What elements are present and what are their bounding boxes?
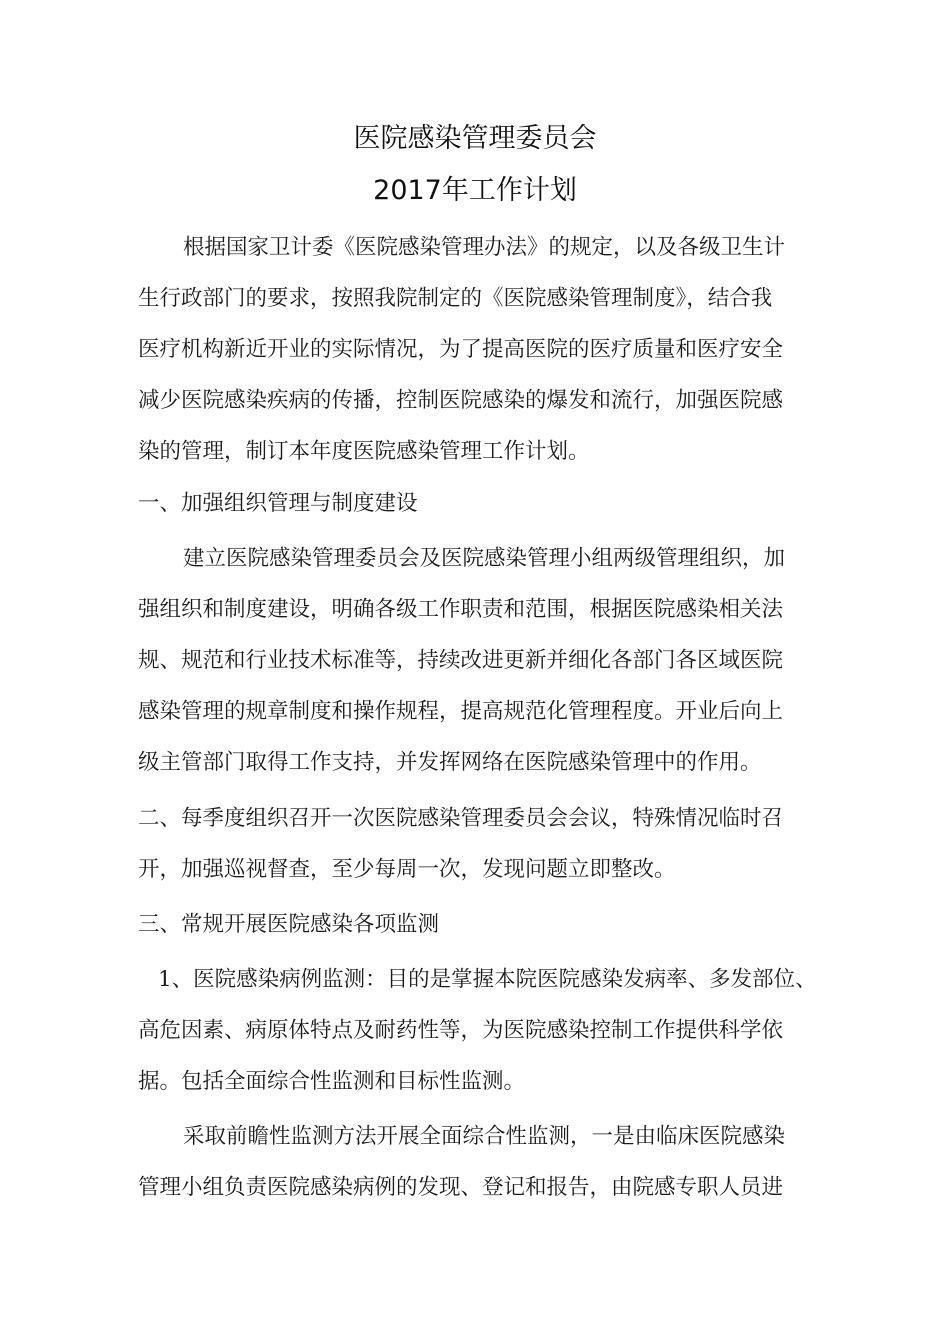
paragraph-line: 感染管理的规章制度和操作规程，提高规范化管理程度。开业后向上 bbox=[138, 699, 784, 724]
paragraph-line: 建立医院感染管理委员会及医院感染管理小组两级管理组织，加 bbox=[183, 546, 786, 571]
paragraph-line: 规、规范和行业技术标准等，持续改进更新并细化各部门各区域医院 bbox=[138, 648, 784, 673]
section-heading: 二、每季度组织召开一次医院感染管理委员会会议，特殊情况临时召 bbox=[138, 806, 784, 831]
paragraph-line: 强组织和制度建设，明确各级工作职责和范围，根据医院感染相关法 bbox=[138, 597, 784, 622]
paragraph-line: 级主管部门取得工作支持，并发挥网络在医院感染管理中的作用。 bbox=[138, 750, 762, 775]
paragraph-line: 生行政部门的要求，按照我院制定的《医院感染管理制度》，结合我 bbox=[138, 286, 773, 311]
section-heading: 一、加强组织管理与制度建设 bbox=[138, 491, 418, 516]
paragraph-line: 采取前瞻性监测方法开展全面综合性监测，一是由临床医院感染 bbox=[183, 1124, 786, 1149]
paragraph-line: 医疗机构新近开业的实际情况，为了提高医院的医疗质量和医疗安全 bbox=[138, 337, 784, 362]
document-subtitle: 2017年工作计划 bbox=[373, 175, 577, 206]
paragraph-line: 染的管理，制订本年度医院感染管理工作计划。 bbox=[138, 439, 590, 464]
paragraph-line: 据。包括全面综合性监测和目标性监测。 bbox=[138, 1069, 526, 1094]
paragraph-line: 管理小组负责医院感染病例的发现、登记和报告，由院感专职人员进 bbox=[138, 1175, 784, 1200]
section-heading: 三、常规开展医院感染各项监测 bbox=[138, 912, 440, 937]
paragraph-line: 1、医院感染病例监测：目的是掌握本院医院感染发病率、多发部位、 bbox=[158, 967, 817, 992]
paragraph-line: 减少医院感染疾病的传播，控制医院感染的爆发和流行，加强医院感 bbox=[138, 388, 784, 413]
paragraph-line: 高危因素、病原体特点及耐药性等，为医院感染控制工作提供科学依 bbox=[138, 1018, 784, 1043]
document-title: 医院感染管理委员会 bbox=[353, 123, 597, 154]
paragraph-line: 开，加强巡视督查，至少每周一次，发现问题立即整改。 bbox=[138, 857, 676, 882]
paragraph-line: 根据国家卫计委《医院感染管理办法》的规定，以及各级卫生计 bbox=[183, 235, 786, 260]
